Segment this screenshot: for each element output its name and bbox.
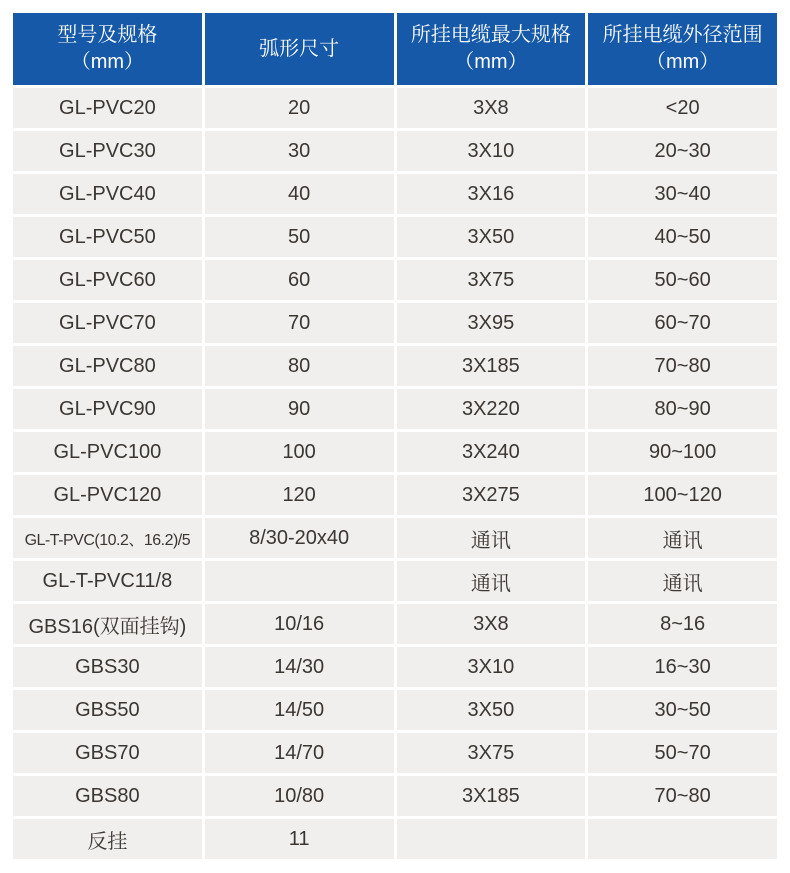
- table-row: [13, 819, 777, 859]
- table-row: [13, 303, 777, 343]
- value-cell: 14/70: [205, 733, 394, 773]
- model-cell: GL-PVC80: [13, 346, 202, 386]
- header-max-cable-spec-label: 所挂电缆最大规格: [410, 24, 571, 46]
- value-cell: 60~70: [588, 303, 777, 343]
- value-cell: 3X75: [397, 260, 586, 300]
- value-cell: 3X240: [397, 432, 586, 472]
- value-cell: 14/50: [205, 690, 394, 730]
- model-cell: GBS30: [13, 647, 202, 687]
- value-cell: 50~60: [588, 260, 777, 300]
- value-cell: 70~80: [588, 346, 777, 386]
- value-cell: 80~90: [588, 389, 777, 429]
- header-model-label: 型号及规格: [57, 24, 158, 46]
- value-cell: 60: [205, 260, 394, 300]
- value-cell: 11: [205, 819, 394, 859]
- value-cell: 120: [205, 475, 394, 515]
- table-row: [13, 432, 777, 472]
- value-cell: 10/16: [205, 604, 394, 644]
- value-cell: 3X220: [397, 389, 586, 429]
- value-cell: 80: [205, 346, 394, 386]
- model-cell: GBS80: [13, 776, 202, 816]
- value-cell: 10/80: [205, 776, 394, 816]
- model-cell: GBS70: [13, 733, 202, 773]
- table-row: [13, 690, 777, 730]
- header-cable-od-range-label: 所挂电缆外径范围: [602, 24, 763, 46]
- value-cell: 通讯: [588, 518, 777, 558]
- value-cell: 50: [205, 217, 394, 257]
- value-cell: 20~30: [588, 131, 777, 171]
- model-cell: GL-PVC60: [13, 260, 202, 300]
- table-row: [13, 174, 777, 214]
- value-cell: 14/30: [205, 647, 394, 687]
- value-cell: 70~80: [588, 776, 777, 816]
- spec-table: [10, 10, 780, 862]
- value-cell: 20: [205, 88, 394, 128]
- value-cell: 70: [205, 303, 394, 343]
- table-row: [13, 217, 777, 257]
- value-cell: 3X95: [397, 303, 586, 343]
- model-cell: 反挂: [13, 819, 202, 859]
- value-cell: 50~70: [588, 733, 777, 773]
- header-row: [13, 13, 777, 85]
- value-cell: 3X50: [397, 690, 586, 730]
- value-cell: 3X50: [397, 217, 586, 257]
- value-cell: 30~40: [588, 174, 777, 214]
- value-cell: 通讯: [397, 518, 586, 558]
- header-cable-od-range: [588, 13, 777, 85]
- value-cell: 3X10: [397, 131, 586, 171]
- value-cell: 3X10: [397, 647, 586, 687]
- header-max-cable-spec-unit: （mm）: [454, 51, 528, 73]
- model-cell: GL-T-PVC(10.2、16.2)/5: [13, 518, 202, 558]
- header-model-unit: （mm）: [70, 51, 145, 73]
- value-cell: 3X8: [397, 88, 586, 128]
- value-cell: 3X185: [397, 776, 586, 816]
- table-row: [13, 346, 777, 386]
- value-cell: 3X75: [397, 733, 586, 773]
- table-row: [13, 88, 777, 128]
- value-cell: 100: [205, 432, 394, 472]
- header-arc-size-label: 弧形尺寸: [259, 37, 340, 60]
- value-cell: 100~120: [588, 475, 777, 515]
- value-cell: [588, 819, 777, 859]
- table-row: [13, 733, 777, 773]
- value-cell: 16~30: [588, 647, 777, 687]
- model-cell: GL-PVC70: [13, 303, 202, 343]
- table-row: [13, 389, 777, 429]
- header-max-cable-spec: [397, 13, 586, 85]
- value-cell: 3X275: [397, 475, 586, 515]
- value-cell: [205, 561, 394, 601]
- table-header: [13, 13, 777, 85]
- value-cell: <20: [588, 88, 777, 128]
- header-cable-od-range-unit: （mm）: [645, 51, 720, 73]
- table-row: [13, 561, 777, 601]
- value-cell: 30~50: [588, 690, 777, 730]
- model-cell: GL-PVC120: [13, 475, 202, 515]
- value-cell: 8~16: [588, 604, 777, 644]
- value-cell: 3X185: [397, 346, 586, 386]
- value-cell: 3X8: [397, 604, 586, 644]
- model-cell: GL-PVC20: [13, 88, 202, 128]
- table-row: [13, 518, 777, 558]
- table-row: [13, 475, 777, 515]
- model-cell: GL-PVC90: [13, 389, 202, 429]
- header-model: [13, 13, 202, 85]
- value-cell: 30: [205, 131, 394, 171]
- table-row: [13, 131, 777, 171]
- value-cell: [397, 819, 586, 859]
- model-cell: GL-T-PVC11/8: [13, 561, 202, 601]
- value-cell: 40~50: [588, 217, 777, 257]
- value-cell: 8/30-20x40: [205, 518, 394, 558]
- value-cell: 90~100: [588, 432, 777, 472]
- model-cell: GBS50: [13, 690, 202, 730]
- model-cell: GL-PVC50: [13, 217, 202, 257]
- table-body: [13, 88, 777, 859]
- value-cell: 通讯: [588, 561, 777, 601]
- model-cell: GL-PVC40: [13, 174, 202, 214]
- table-row: [13, 260, 777, 300]
- model-cell: GL-PVC30: [13, 131, 202, 171]
- table-row: [13, 647, 777, 687]
- value-cell: 通讯: [397, 561, 586, 601]
- value-cell: 90: [205, 389, 394, 429]
- value-cell: 40: [205, 174, 394, 214]
- header-arc-size: [205, 13, 394, 85]
- table-row: [13, 604, 777, 644]
- model-cell: GBS16(双面挂钩): [13, 604, 202, 644]
- table-row: [13, 776, 777, 816]
- model-cell: GL-PVC100: [13, 432, 202, 472]
- value-cell: 3X16: [397, 174, 586, 214]
